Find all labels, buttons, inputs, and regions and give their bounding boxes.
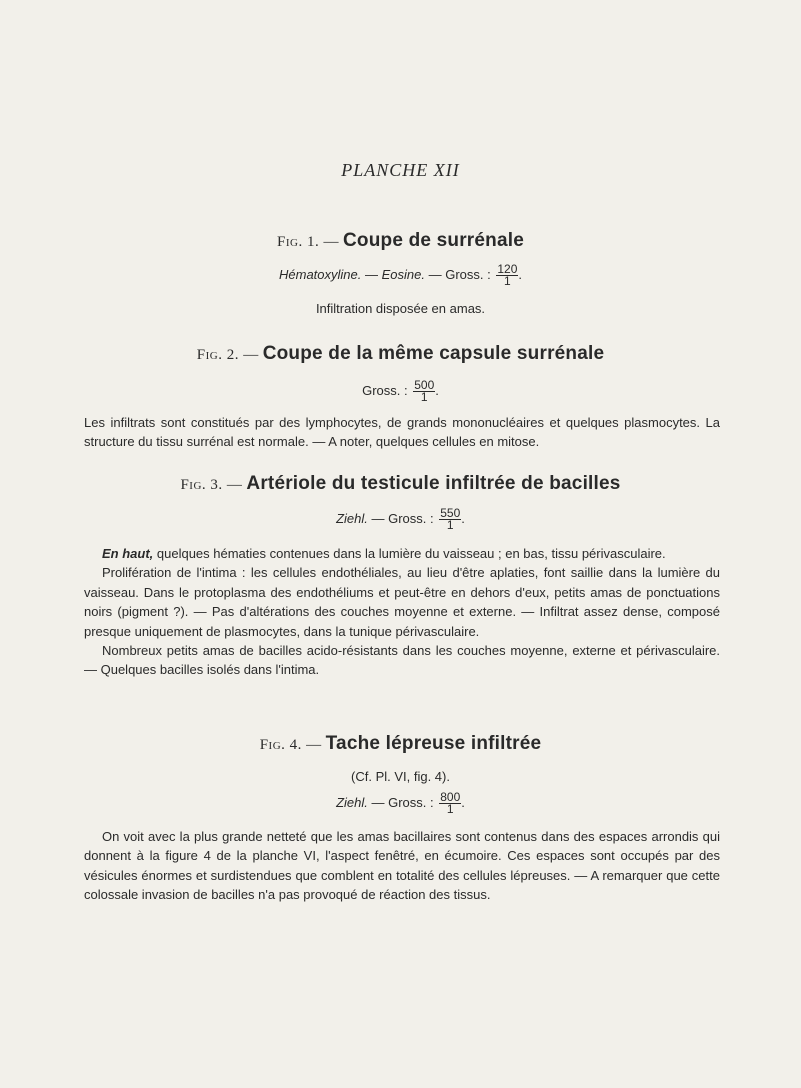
fig3-paragraph-2: Prolifération de l'intima : les cellules endothéliales, au lieu d'être aplaties, font saillie dans la lumière du vaisseau. Dans le protoplasma des endothéliums et peut-être en dehors d'eux, petits amas de ponctuations noirs (pigment ?). — Pas d'altérations des couches moyenne et externe. — Infiltrat assez dense, composé presque uniquement de plasmocytes, dans la tunique périvasculaire. [84,565,720,639]
fig1-note: Infiltration disposée en amas. [315,301,486,316]
fig1-gross-label: — Gross. : [424,266,491,282]
fig1-heading [0,230,801,252]
fig4-text: On voit avec la plus grande netteté que les amas bacillaires sont contenus dans des espaces arrondis qui donnent à la figure 4 de la planche VI, l'aspect fenêtré, en écumoire. Ces espaces sont occupés par des vésicules énormes et surdistendues que comblent en totalité des cellules lépreuses. — A remarquer que cette colossale invasion de bacilles n'a pas provoqué de réaction des tissus. [84,829,720,903]
fig3-paragraph-1 [84,544,720,563]
fig3-description [84,544,720,680]
fig4-title: Tache lépreuse infiltrée [325,733,542,754]
fig4-magnification [439,792,461,815]
fig2-label: Fig. 2. — [196,347,259,363]
fig4-heading [0,733,801,755]
fig4-stain: Ziehl. [336,794,368,810]
fig1-stain-a: Hématoxyline. [279,266,362,282]
fig1-label: Fig. 1. — [277,234,339,250]
fig4-description [84,827,720,905]
fig1-stain-line: Hématoxyline. — Eosine. — Gross. : $\frac{120}{1}$ . [279,262,522,288]
fig3-title: Artériole du testicule infiltrée de bacilles [246,473,621,494]
fig1-stain-sep: — [361,266,382,282]
fig3-gross-num: 550 [440,506,461,520]
fig3-p1-text: quelques hématies contenues dans la lumière du vaisseau ; en bas, tissu périvasculaire. [153,546,666,561]
fig1-magnification [496,264,518,287]
fig1-gross-den: 1 [504,274,511,288]
fig2-gross-label: Gross. : [362,382,408,398]
fig4-gross-label: — Gross. : [367,794,434,810]
fig3-stain-line: Ziehl. — Gross. : $\frac{550}{1}$ . [336,506,465,532]
fig2-gross-num: 500 [414,378,435,392]
fig4-label: Fig. 4. — [259,737,322,753]
fig1-title: Coupe de surrénale [342,230,524,251]
fig4-gross-den: 1 [446,802,454,816]
fig2-title: Coupe de la même capsule surrénale [262,343,605,364]
fig1-gross-num: 120 [497,262,518,276]
plate-title: PLANCHE XII [341,160,460,180]
fig3-label: Fig. 3. — [180,477,243,493]
fig4-gross-num: 800 [440,790,461,804]
fig3-magnification [439,508,461,531]
fig3-stain: Ziehl. [336,510,368,526]
fig3-paragraph-3: Nombreux petits amas de bacilles acido-résistants dans les couches moyenne, externe et périvasculaire. — Quelques bacilles isolés dans l'intima. [84,643,720,678]
fig3-p1-emphasis: En haut, [102,546,154,561]
fig3-heading [0,473,801,495]
fig4-stain-line: Ziehl. — Gross. : $\frac{800}{1}$ . [336,790,465,816]
fig2-gross-line: Gross. : $\frac{500}{1}$ . [362,378,439,404]
fig2-magnification [413,380,435,403]
fig1-stain-b: Eosine. [381,266,425,282]
fig2-gross-den: 1 [420,390,428,404]
fig3-gross-den: 1 [446,518,454,532]
fig2-description [84,413,720,452]
fig4-reference: (Cf. Pl. VI, fig. 4). [351,769,450,784]
fig2-text: Les infiltrats sont constitués par des lymphocytes, de grands mononucléaires et quelques plasmocytes. La structure du tissu surrénal est normale. — A noter, quelques cellules en mitose. [84,415,720,450]
fig2-heading [0,343,801,365]
fig3-gross-label: — Gross. : [367,510,434,526]
